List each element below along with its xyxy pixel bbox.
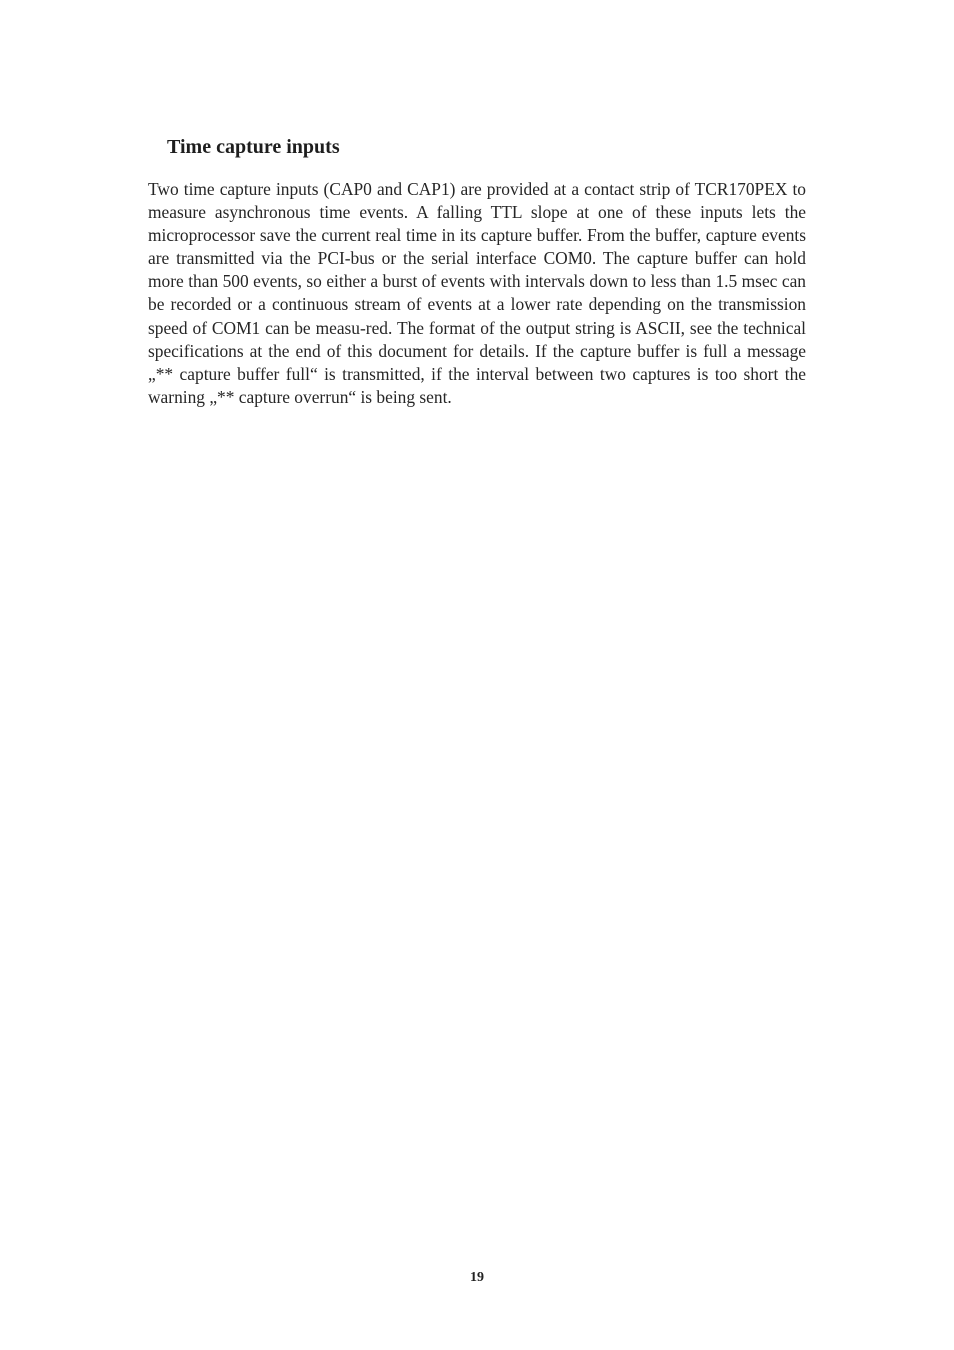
section-heading: Time capture inputs <box>167 136 340 158</box>
page-number: 19 <box>470 1270 484 1285</box>
body-paragraph: Two time capture inputs (CAP0 and CAP1) are provided at a contact strip of TCR170PEX to measure asynchronous time events. A falling TTL slope at one of these inputs lets the microprocessor save the current real time in its capture buffer. From the buffer, capture events are transmitted via the PCI-bus or the serial interface COM0. The capture buffer can hold more than 500 events, so either a burst of events with intervals down to less than 1.5 msec can be recorded or a continuous stream of events at a lower rate depending on the transmission speed of COM1 can be measu-red. The format of the output string is ASCII, see the technical specifications at the end of this document for details. If the capture buffer is full a message „** capture buffer full“ is transmitted, if the interval between two captures is too short the warning „** capture overrun“ is being sent. <box>148 179 806 407</box>
